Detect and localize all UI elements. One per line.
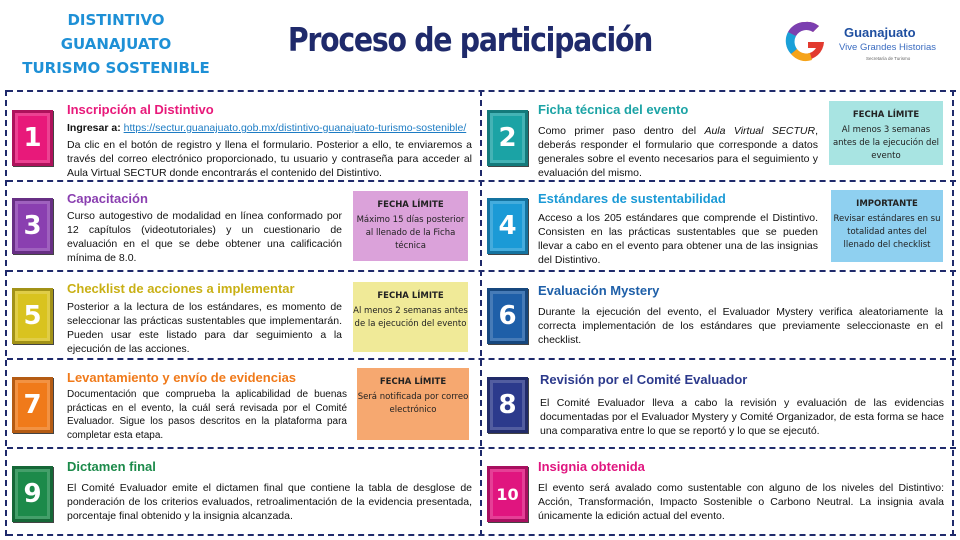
guanajuato-logo	[782, 18, 952, 68]
step-2-text	[538, 124, 818, 180]
step-1-link-label: Ingresar a:	[67, 122, 121, 134]
callout-heading: IMPORTANTE	[856, 199, 918, 209]
step-4-important-callout	[831, 190, 943, 262]
callout-heading: FECHA LÍMITE	[379, 377, 447, 387]
logo-tagline: Vive Grandes Historias	[839, 42, 936, 53]
step-5-number-badge: 5	[12, 288, 53, 344]
callout-heading: FECHA LÍMITE	[377, 291, 444, 301]
logo-name: Guanajuato	[844, 25, 916, 40]
step-2-deadline-callout	[829, 101, 943, 165]
step-4-number-badge: 4	[487, 198, 528, 254]
column-divider	[480, 90, 482, 536]
logo-small-text: Secretaría de Turismo	[866, 56, 911, 61]
guanajuato-g-logo-icon	[782, 18, 828, 64]
callout-heading: FECHA LÍMITE	[852, 110, 920, 120]
step-2-number-badge: 2	[487, 110, 528, 166]
callout-body: Al menos 3 semanas antes de la ejecución del evento	[832, 125, 940, 161]
step-4-text: Acceso a los 205 estándares que comprende el Distintivo. Consisten en las prácticas sustentables que se pueden llevar a cabo en el evento para obtener una de las insignias del Distintivo.	[538, 212, 818, 266]
step-1-text: Da clic en el botón de registro y llena el formulario. Posterior a ello, te enviaremos a través del correo electrónico proporcionado, tu usuario y contraseña para acceder al Aula Virtual SECTUR donde encontrarás el contenido del Distintivo.	[67, 139, 472, 179]
callout-body: Al menos 2 semanas antes de la ejecución del evento	[353, 306, 468, 329]
step-9-title: Dictamen final	[67, 459, 156, 474]
registration-link[interactable]: https://sectur.guanajuato.gob.mx/distintivo-guanajuato-turismo-sostenible/	[123, 122, 467, 134]
step-3-title: Capacitación	[67, 191, 148, 206]
step-8-title: Revisión por el Comité Evaluador	[540, 372, 748, 387]
step-5-title: Checklist de acciones a implementar	[67, 281, 295, 296]
step-2-text-em: Aula Virtual SECTUR	[704, 125, 816, 137]
brand-line-3: TURISMO SOSTENIBLE	[22, 59, 210, 77]
step-3-number-badge: 3	[12, 198, 53, 254]
callout-heading: FECHA LÍMITE	[377, 200, 444, 210]
step-10-text: El evento será avalado como sustentable con alguno de los niveles del Distintivo: Acción, Transformación, Impacto Sostenible o Carbono Neutral. La insignia avala únicamente la edición actual del evento.	[538, 482, 944, 522]
callout-body: Revisar estándares en su totalidad antes del llenado del checklist	[833, 214, 941, 250]
step-10-title: Insignia obtenida	[538, 459, 645, 474]
page-title: Proceso de participación	[287, 20, 653, 59]
step-7-title: Levantamiento y envío de evidencias	[67, 370, 297, 385]
step-2-text-a: Como primer paso dentro del	[538, 125, 705, 137]
step-10-number-badge: 10	[487, 466, 528, 522]
callout-body: Máximo 15 días posterior al llenado de la Ficha técnica	[356, 215, 465, 251]
step-6-title: Evaluación Mystery	[538, 283, 660, 298]
step-6-text: Durante la ejecución del evento, el Evaluador Mystery verifica aleatoriamente la correcta implementación de los estándares que previamente seleccionaste en el checklist.	[538, 306, 943, 346]
step-5-deadline-callout	[353, 282, 468, 352]
step-4-title: Estándares de sustentabilidad	[538, 191, 726, 206]
callout-body: Será notificada por correo electrónico	[357, 392, 469, 415]
step-9-text: El Comité Evaluador emite el dictamen final que contiene la tabla de desglose de ponderación de los criterios evaluados, retroalimentación de la evidencia presentada, porcentaje final obtenido y la insignia alcanzada.	[67, 482, 472, 522]
step-7-text: Documentación que comprueba la aplicabilidad de buenas prácticas en el evento, la cuál será revisada por el Comité Evaluador. Sigue los pasos descritos en la plataforma para completar esta etapa.	[67, 389, 347, 441]
step-3-deadline-callout	[353, 191, 468, 261]
step-7-number-badge: 7	[12, 377, 53, 433]
step-5-text: Posterior a la lectura de los estándares, es momento de seleccionar las prácticas sustentables que implementarán. Pueden usar este listado para dar seguimiento a la ejecución de las acciones.	[67, 301, 342, 355]
brand-line-1: DISTINTIVO	[67, 11, 165, 29]
step-1-title: Inscripción al Distintivo	[67, 102, 214, 117]
step-1-link-line	[67, 121, 472, 135]
step-1-number-badge: 1	[12, 110, 53, 166]
step-6-number-badge: 6	[487, 288, 528, 344]
step-2-text-b: , deberás responder el formulario que corresponde a datos generales sobre el evento necesarios para el seguimiento y evaluación del mismo.	[538, 125, 819, 179]
step-3-text: Curso autogestivo de modalidad en línea conformado por 12 capítulos (videotutoriales) y un cuestionario de evaluación en el que se debe obtener una calificación mínima de 8.0.	[67, 210, 342, 264]
step-2-title: Ficha técnica del evento	[538, 102, 689, 117]
step-9-number-badge: 9	[12, 466, 53, 522]
step-8-number-badge: 8	[487, 377, 528, 433]
brand-line-2: GUANAJUATO	[60, 35, 172, 53]
brand-title	[0, 8, 232, 80]
step-7-deadline-callout	[357, 368, 469, 440]
step-8-text: El Comité Evaluador lleva a cabo la revisión y evaluación de las evidencias documentadas por el Evaluador Mystery y Comité Organizador, de esta forma se hace una comparativa entre lo que se reportó y lo que se ejecutó.	[540, 397, 944, 437]
